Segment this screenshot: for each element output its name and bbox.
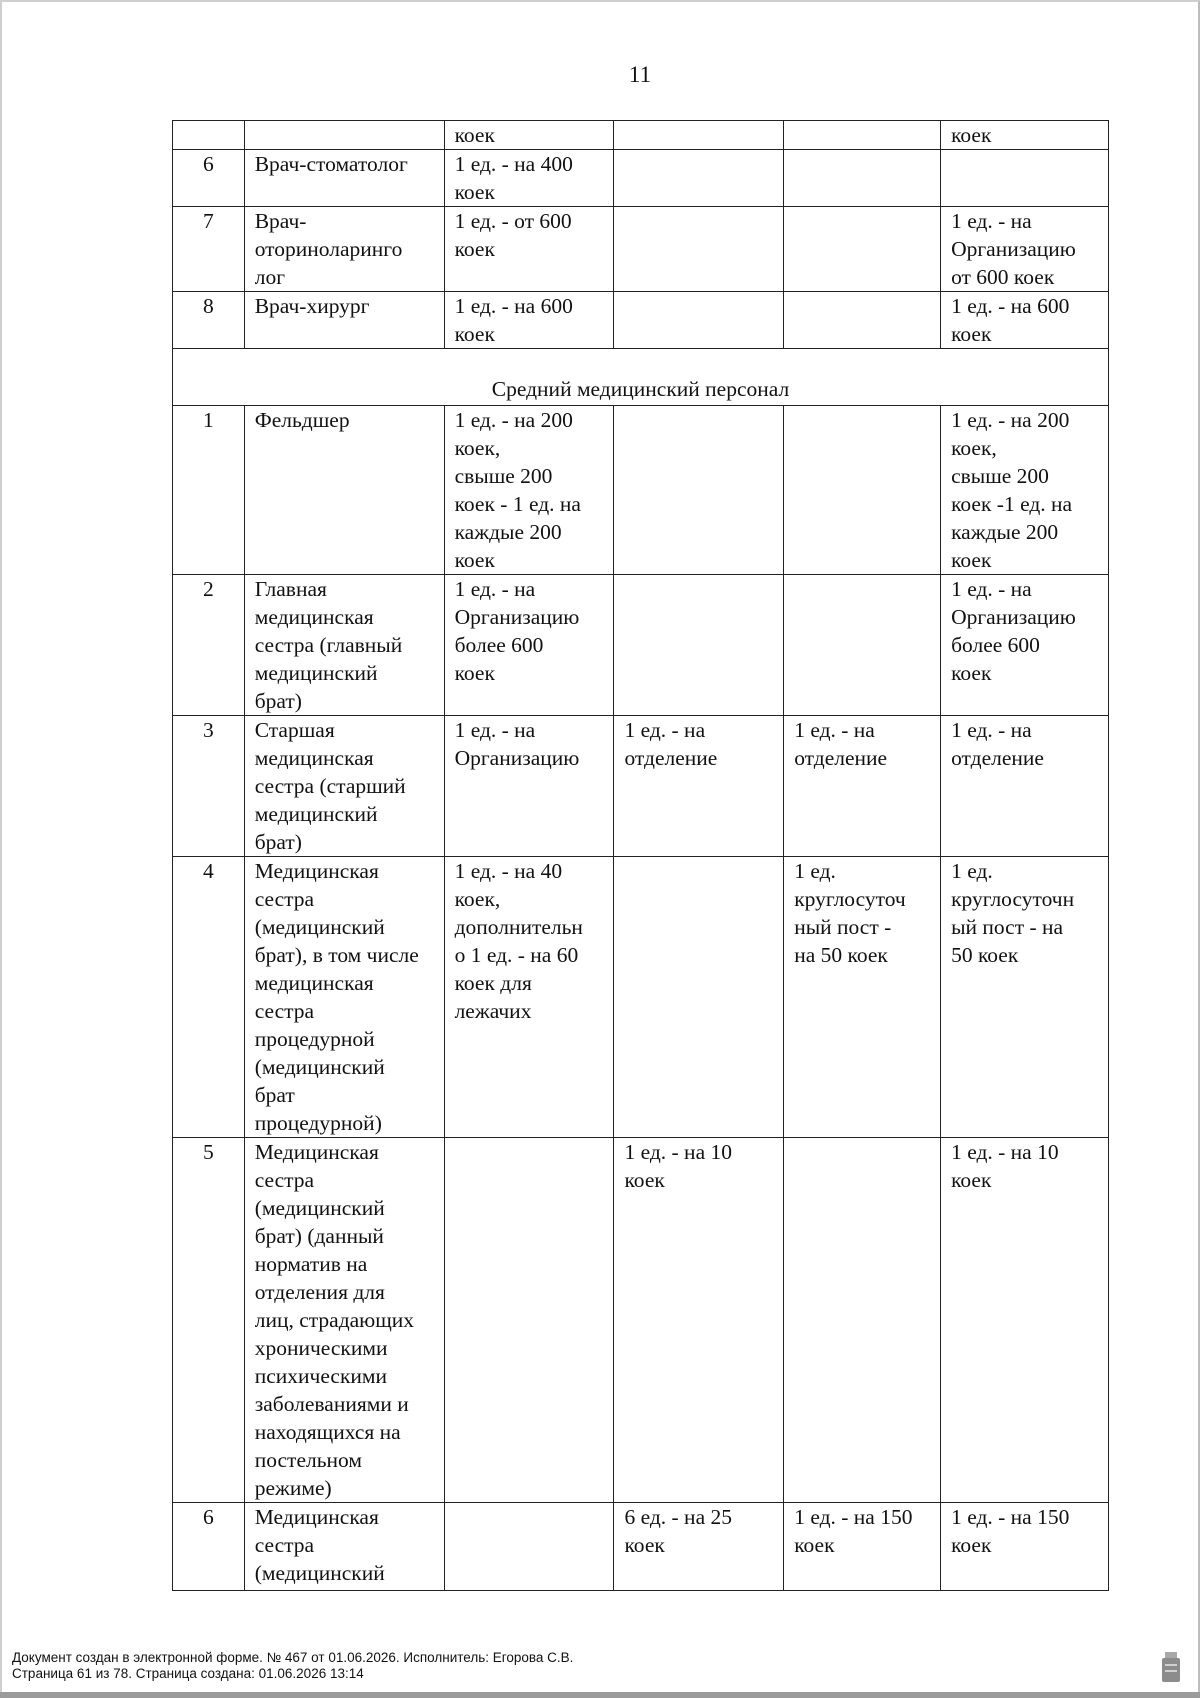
norm-col-2: 6 ед. - на 25 коек xyxy=(614,1503,784,1591)
norm-col-4: 1 ед. - на Организацию от 600 коек xyxy=(941,207,1109,292)
position-title: Медицинская сестра (медицинский xyxy=(244,1503,444,1591)
norm-col-3 xyxy=(784,207,941,292)
norm-col-3: 1 ед. круглосуточ ный пост - на 50 коек xyxy=(784,857,941,1138)
position-title: Фельдшер xyxy=(244,406,444,575)
norm-col-1: 1 ед. - на Организацию более 600 коек xyxy=(444,575,614,716)
norm-col-3 xyxy=(784,1138,941,1503)
section-row xyxy=(173,349,1109,406)
position-title: Медицинская сестра (медицинский брат) (данный норматив на отделения для лиц, страдающих хроническими психическими заболеваниями и находящихся на постельном режиме) xyxy=(244,1138,444,1503)
table-row xyxy=(173,292,1109,349)
staffing-table xyxy=(172,120,1109,1591)
norm-col-2: 1 ед. - на 10 коек xyxy=(614,1138,784,1503)
norm-col-1: 1 ед. - на 40 коек, дополнительн о 1 ед. - на 60 коек для лежачих xyxy=(444,857,614,1138)
norm-col-4: 1 ед. - на Организацию более 600 коек xyxy=(941,575,1109,716)
table-row xyxy=(173,150,1109,207)
row-number: 6 xyxy=(173,150,245,207)
document-stamp-icon xyxy=(1160,1650,1182,1684)
norm-col-4: 1 ед. - на 10 коек xyxy=(941,1138,1109,1503)
table-row xyxy=(173,121,1109,150)
document-footer xyxy=(12,1650,573,1682)
row-number: 3 xyxy=(173,716,245,857)
norm-col-4: 1 ед. - на 200 коек, свыше 200 коек -1 ед. на каждые 200 коек xyxy=(941,406,1109,575)
norm-col-2 xyxy=(614,857,784,1138)
norm-col-1: 1 ед. - на 200 коек, свыше 200 коек - 1 ед. на каждые 200 коек xyxy=(444,406,614,575)
norm-col-2 xyxy=(614,406,784,575)
norm-col-4: 1 ед. - на 150 коек xyxy=(941,1503,1109,1591)
table-row xyxy=(173,1503,1109,1591)
position-title: Старшая медицинская сестра (старший медицинский брат) xyxy=(244,716,444,857)
row-number: 2 xyxy=(173,575,245,716)
norm-col-3 xyxy=(784,406,941,575)
norm-col-4: 1 ед. - на 600 коек xyxy=(941,292,1109,349)
footer-line-1: Документ создан в электронной форме. № 467 от 01.06.2026. Исполнитель: Егорова С.В. xyxy=(12,1650,574,1665)
page-number-text: 11 xyxy=(628,62,652,87)
table-row xyxy=(173,207,1109,292)
norm-col-1 xyxy=(444,1503,614,1591)
row-number: 1 xyxy=(173,406,245,575)
page-number xyxy=(0,62,1200,88)
table-row xyxy=(173,575,1109,716)
position-title: Врач-стоматолог xyxy=(244,150,444,207)
norm-col-3: 1 ед. - на отделение xyxy=(784,716,941,857)
section-title: Средний медицинский персонал xyxy=(173,349,1109,406)
norm-col-4: 1 ед. - на отделение xyxy=(941,716,1109,857)
norm-col-3: 1 ед. - на 150 коек xyxy=(784,1503,941,1591)
norm-col-2 xyxy=(614,207,784,292)
norm-col-2 xyxy=(614,150,784,207)
position-title: Врач- оториноларинго лог xyxy=(244,207,444,292)
norm-col-1: 1 ед. - на 400 коек xyxy=(444,150,614,207)
row-number: 5 xyxy=(173,1138,245,1503)
position-title: Главная медицинская сестра (главный медицинский брат) xyxy=(244,575,444,716)
norm-col-4: коек xyxy=(941,121,1109,150)
norm-col-2 xyxy=(614,575,784,716)
bottom-bar xyxy=(0,1692,1200,1698)
norm-col-4: 1 ед. круглосуточн ый пост - на 50 коек xyxy=(941,857,1109,1138)
position-title: Медицинская сестра (медицинский брат), в том числе медицинская сестра процедурной (медицинский брат процедурной) xyxy=(244,857,444,1138)
row-number: 7 xyxy=(173,207,245,292)
row-number xyxy=(173,121,245,150)
norm-col-1: 1 ед. - от 600 коек xyxy=(444,207,614,292)
table-row xyxy=(173,406,1109,575)
norm-col-1: коек xyxy=(444,121,614,150)
norm-col-3 xyxy=(784,575,941,716)
position-title: Врач-хирург xyxy=(244,292,444,349)
norm-col-1 xyxy=(444,1138,614,1503)
norm-col-3 xyxy=(784,150,941,207)
position-title xyxy=(244,121,444,150)
row-number: 8 xyxy=(173,292,245,349)
norm-col-3 xyxy=(784,292,941,349)
norm-col-2: 1 ед. - на отделение xyxy=(614,716,784,857)
norm-col-3 xyxy=(784,121,941,150)
table-row xyxy=(173,1138,1109,1503)
norm-col-2 xyxy=(614,121,784,150)
norm-col-4 xyxy=(941,150,1109,207)
row-number: 4 xyxy=(173,857,245,1138)
table-row xyxy=(173,857,1109,1138)
norm-col-1: 1 ед. - на 600 коек xyxy=(444,292,614,349)
row-number: 6 xyxy=(173,1503,245,1591)
norm-col-2 xyxy=(614,292,784,349)
table-row xyxy=(173,716,1109,857)
footer-line-2: Страница 61 из 78. Страница создана: 01.06.2026 13:14 xyxy=(12,1666,364,1681)
norm-col-1: 1 ед. - на Организацию xyxy=(444,716,614,857)
